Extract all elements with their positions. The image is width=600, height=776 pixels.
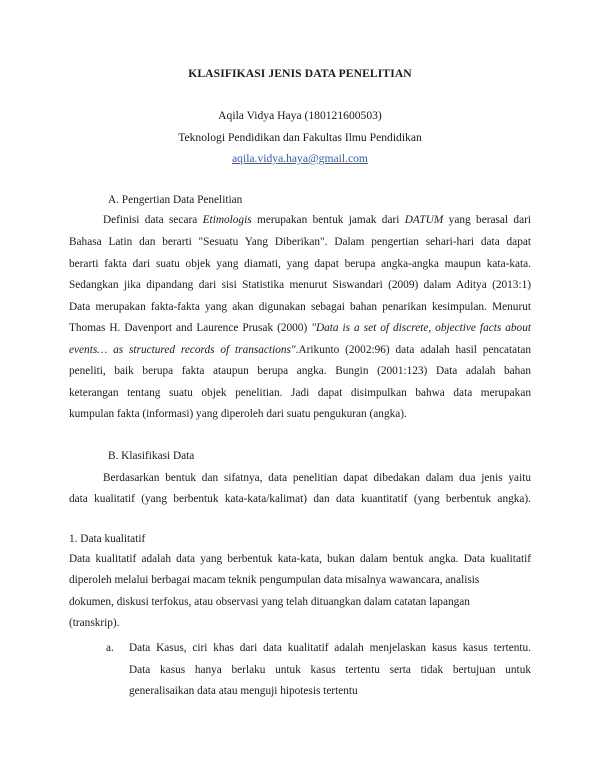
paragraph-line: Data kualitatif adalah data yang berbentuk kata-kata, bukan dalam bentuk angka. Data kualitatif [69,553,531,565]
paragraph-line: Bahasa Latin dan berarti "Sesuatu Yang Diberikan". Dalam pengertian sehari-hari data dapat [69,236,531,248]
section-a-heading: A. Pengertian Data Penelitian [108,194,243,206]
paragraph-line: events… as structured records of transactions".Arikunto (2002:96) data adalah hasil pencatatan [69,344,531,356]
paragraph-line: keterangan tentang suatu objek penelitian. Jadi dapat disimpulkan bahwa data merupakan [69,387,531,399]
paragraph-line: Thomas H. Davenport and Laurence Prusak (2000) "Data is a set of discrete, objective facts about [69,322,531,334]
paragraph-line: Definisi data secara Etimologis merupakan bentuk jamak dari DATUM yang berasal dari [103,214,531,226]
page-title: KLASIFIKASI JENIS DATA PENELITIAN [188,67,412,80]
paragraph-line: dokumen, diskusi terfokus, atau observasi yang telah dituangkan dalam catatan lapangan [69,596,470,608]
section-1-heading: 1. Data kualitatif [69,533,146,545]
list-item-line: Data kasus hanya berlaku untuk kasus tertentu serta tidak bertujuan untuk [129,664,531,676]
list-item-line: generalisaikan data atau menguji hipotesis tertentu [129,685,358,697]
paragraph-line: kumpulan fakta (informasi) yang diperoleh dari suatu pengukuran (angka). [69,408,407,420]
author-line: Aqila Vidya Haya (180121600503) [218,109,382,122]
section-b-heading: B. Klasifikasi Data [108,450,195,462]
paragraph-line: peneliti, baik berupa fakta ataupun berupa angka. Bungin (2001:123) Data adalah bahan [69,365,531,377]
paragraph-line: diperoleh melalui berbagai macam teknik pengumpulan data misalnya wawancara, analisis [69,574,480,586]
affiliation-line: Teknologi Pendidikan dan Fakultas Ilmu Pendidikan [178,131,422,144]
paragraph-line: berarti fakta dari suatu objek yang diamati, yang dapat berupa angka-angka maupun kata-kata. [69,258,531,270]
paragraph-line: Data merupakan fakta-fakta yang akan digunakan sebagai bahan penarikan kesimpulan. Menurut [69,301,531,313]
list-item-line: Data Kasus, ciri khas dari data kualitatif adalah menjelaskan kasus kasus tertentu. [129,642,531,654]
email-link[interactable]: aqila.vidya.haya@gmail.com [232,152,368,165]
paragraph-line: (transkrip). [69,617,120,629]
list-marker: a. [106,642,114,654]
paragraph-line: Sedangkan jika dipandang dari sisi Statistika menurut Siswandari (2009) dalam Aditya (2013:1) [69,279,531,291]
paragraph-line: data kualitatif (yang berbentuk kata-kata/kalimat) dan data kuantitatif (yang berbentuk angka). [69,493,531,505]
paragraph-line: Berdasarkan bentuk dan sifatnya, data penelitian dapat dibedakan dalam dua jenis yaitu [103,472,531,484]
